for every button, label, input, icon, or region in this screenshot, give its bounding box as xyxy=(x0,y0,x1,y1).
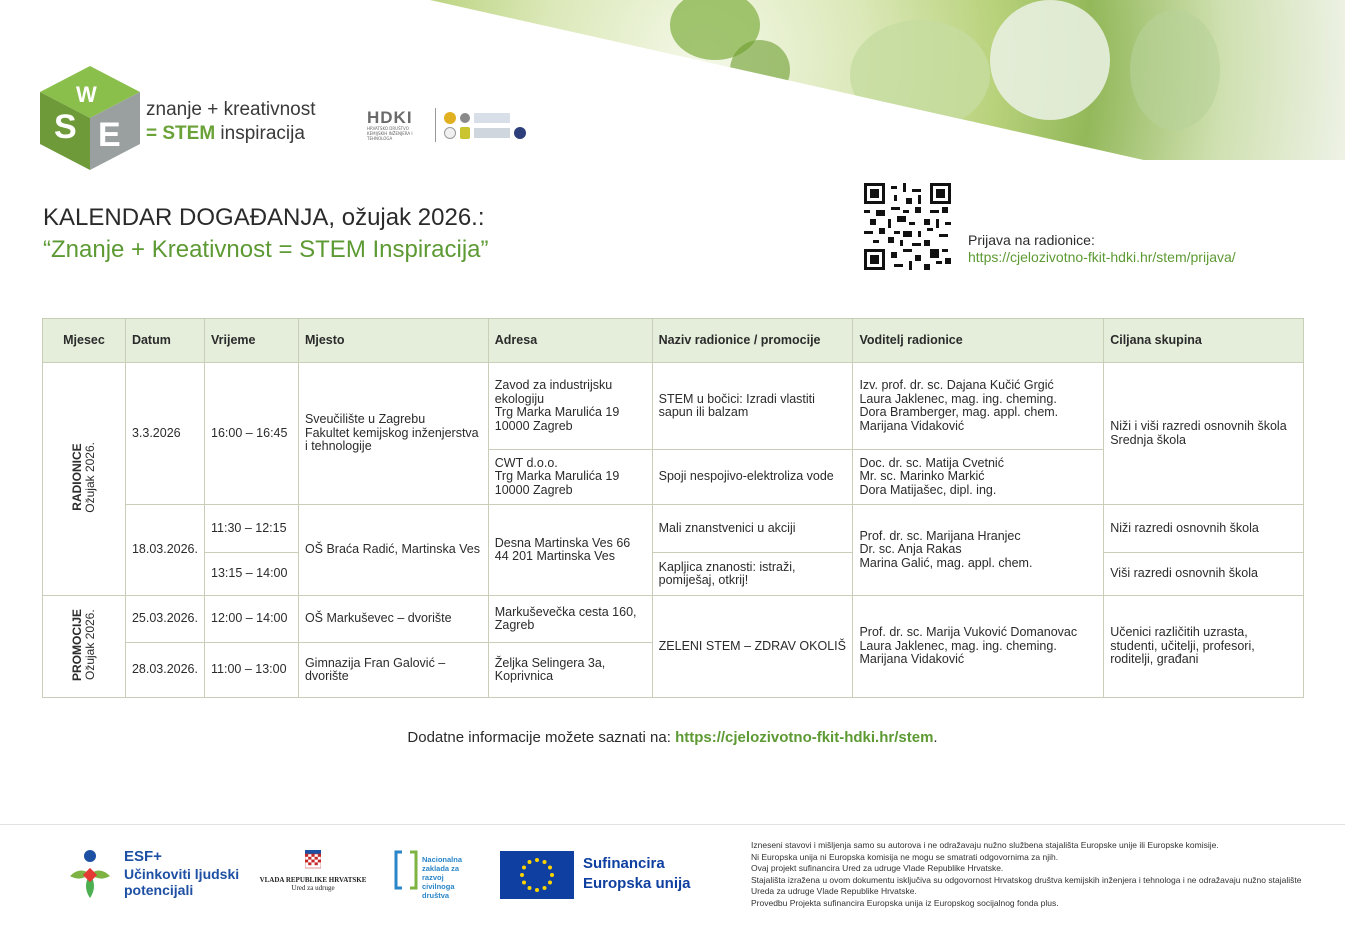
eu-flag-icon xyxy=(500,851,574,899)
partner-logo-icon xyxy=(514,127,526,139)
col-header-target-group: Ciljana skupina xyxy=(1104,319,1304,363)
croatian-coat-of-arms-icon xyxy=(305,850,321,870)
disclaimer-line: Ni Europska unija ni Europska komisija ne mogu se smatrati odgovornima za njih. xyxy=(751,851,1059,862)
cell-address xyxy=(488,363,652,450)
logo-line2-rest: inspiracija xyxy=(215,123,305,144)
nzrcd-text: Nacionalna zaklada za razvoj civilnoga društva xyxy=(422,855,463,900)
svg-text:W: W xyxy=(76,82,97,107)
cell-leader-text: Prof. dr. sc. Marija Vuković Domanovac Laura Jaklenec, mag. ing. cheming. Marijana Vidaković xyxy=(859,625,1078,667)
col-header-place: Mjesto xyxy=(298,319,488,363)
stem-logo xyxy=(40,66,140,170)
table-row xyxy=(43,505,1304,553)
cell-time: 12:00 – 14:00 xyxy=(205,596,299,643)
col-header-leader: Voditelj radionice xyxy=(853,319,1104,363)
cell-place-text: Sveučilište u Zagrebu Fakultet kemijskog inženjerstva i tehnologije xyxy=(304,412,479,454)
cell-place: OŠ Braća Radić, Martinska Ves xyxy=(298,505,488,596)
col-header-month: Mjesec xyxy=(43,319,126,363)
cell-target-text: Niži i viši razredi osnovnih škola Srednja škola xyxy=(1110,419,1287,447)
cell-leader-text: Doc. dr. sc. Matija Cvetnić Mr. sc. Marinko Markić Dora Matijašec, dipl. ing. xyxy=(859,455,1004,497)
cell-time: 11:00 – 13:00 xyxy=(205,643,299,698)
page-subtitle: “Znanje + Kreativnost = STEM Inspiracija” xyxy=(43,236,489,263)
group-cell-radionice xyxy=(43,363,126,596)
hdki-mark: HDKI xyxy=(367,108,413,127)
page-title: KALENDAR DOGAĐANJA, ožujak 2026.: xyxy=(43,204,485,231)
disclaimer xyxy=(751,840,1311,909)
esf-title: ESF+ xyxy=(124,848,162,865)
cell-address: Markuševečka cesta 160, Zagreb xyxy=(488,596,652,643)
divider xyxy=(435,108,436,142)
partner-logo-icon xyxy=(474,113,510,123)
disclaimer-line: Ovaj projekt sufinancira Ured za udruge Vlade Republike Hrvatske. xyxy=(751,863,1004,873)
cell-workshop-name: STEM u bočici: Izradi vlastiti sapun ili balzam xyxy=(652,363,853,450)
cell-workshop-name: Spoji nespojivo-elektroliza vode xyxy=(652,450,853,505)
cell-leader xyxy=(853,450,1104,505)
cell-date: 18.03.2026. xyxy=(125,505,204,596)
group-label: PROMOCIJE xyxy=(69,608,84,681)
hdki-logo xyxy=(367,109,427,141)
vlada-logo xyxy=(258,850,368,892)
table-row xyxy=(43,363,1304,450)
col-header-time: Vrijeme xyxy=(205,319,299,363)
cell-time: 16:00 – 16:45 xyxy=(205,363,299,505)
col-header-workshop-name: Naziv radionice / promocije xyxy=(652,319,853,363)
eu-cofinanced-text: Sufinancira Europska unija xyxy=(583,855,691,892)
cell-target: Učenici različitih uzrasta, studenti, učitelji, profesori, roditelji, građani xyxy=(1104,596,1304,698)
cell-target xyxy=(1104,363,1304,505)
col-header-address: Adresa xyxy=(488,319,652,363)
events-table xyxy=(42,318,1304,698)
more-info-end: . xyxy=(933,729,938,746)
table-row xyxy=(43,596,1304,643)
table-header-row xyxy=(43,319,1304,363)
group-label: RADIONICE xyxy=(69,443,84,511)
partner-logo-icon xyxy=(460,113,470,123)
cell-time: 11:30 – 12:15 xyxy=(205,505,299,553)
registration-link[interactable]: https://cjelozivotno-fkit-hdki.hr/stem/prijava/ xyxy=(968,249,1236,265)
partner-logos xyxy=(367,104,526,146)
cell-date: 3.3.2026 xyxy=(125,363,204,505)
cell-leader-text: Prof. dr. sc. Marijana Hranjec Dr. sc. Anja Rakas Marina Galić, mag. appl. chem. xyxy=(859,528,1033,570)
disclaimer-line: Izneseni stavovi i mišljenja samo su autorova i ne odražavaju nužno službena stajališta Europske unije ili Europske komisije. xyxy=(751,840,1219,850)
vlada-subtitle: Ured za udruge xyxy=(291,884,335,892)
esf-subtitle: Učinkoviti ljudski potencijali xyxy=(124,866,240,898)
cell-target: Viši razredi osnovnih škola xyxy=(1104,553,1304,596)
disclaimer-line: Provedbu Projekta sufinancira Europska unija iz Europskog socijalnog fonda plus. xyxy=(751,897,1059,908)
hdki-subtitle: HRVATSKO DRUŠTVO KEMIJSKIH INŽENJERA I TEHNOLOGA xyxy=(367,126,413,141)
cell-leader xyxy=(853,505,1104,596)
cell-leader xyxy=(853,596,1104,698)
cell-address xyxy=(488,450,652,505)
partner-logo-icon xyxy=(460,127,470,139)
col-header-date: Datum xyxy=(125,319,204,363)
cell-address-text: Desna Martinska Ves 66 44 201 Martinska Ves xyxy=(494,535,631,563)
cell-target: Niži razredi osnovnih škola xyxy=(1104,505,1304,553)
disclaimer-line: Stajališta izražena u ovom dokumentu isključiva su odgovornost Hrvatskog društva kemijskih inženjera i tehnologa i ne odražavaju nužno stajalište Ureda za udruge Vlade Republike Hrvatske. xyxy=(751,874,1302,896)
partner-logo-icon xyxy=(474,128,510,138)
cell-date: 28.03.2026. xyxy=(125,643,204,698)
registration-label: Prijava na radionice: xyxy=(968,232,1095,248)
logo-text xyxy=(146,98,316,146)
group-cell-promocije xyxy=(43,596,126,698)
cell-place: OŠ Markuševec – dvorište xyxy=(298,596,488,643)
more-info-text: Dodatne informacije možete saznati na: xyxy=(407,729,676,746)
cell-address xyxy=(488,643,652,698)
cell-place: Gimnazija Fran Galović – dvorište xyxy=(298,643,488,698)
cell-address-text: Željka Selingera 3a, Koprivnica xyxy=(494,655,606,683)
logo-line2-accent: = STEM xyxy=(146,123,216,144)
svg-text:S: S xyxy=(54,108,77,146)
more-info-line xyxy=(0,729,1345,746)
logo-line1: znanje + kreativnost xyxy=(146,99,316,120)
footer-divider xyxy=(0,824,1345,825)
more-info-link[interactable]: https://cjelozivotno-fkit-hdki.hr/stem xyxy=(675,729,934,746)
cell-time: 13:15 – 14:00 xyxy=(205,553,299,596)
cell-workshop-name: Kapljica znanosti: istraži, pomiješaj, otkrij! xyxy=(652,553,853,596)
esf-plus-logo-icon xyxy=(66,848,118,900)
group-sublabel: Ožujak 2026. xyxy=(82,441,97,513)
partner-logo-icon xyxy=(444,112,456,124)
header-decorative-image xyxy=(430,0,1345,160)
cell-address-text: Zavod za industrijsku ekologiju Trg Marka Marulića 19 10000 Zagreb xyxy=(494,378,620,433)
group-sublabel: Ožujak 2026. xyxy=(82,609,97,681)
cell-workshop-name: ZELENI STEM – ZDRAV OKOLIŠ xyxy=(652,596,853,698)
cell-leader-text: Izv. prof. dr. sc. Dajana Kučić Grgić Laura Jaklenec, mag. ing. cheming. Dora Bramberger, mag. appl. chem. Marijana Vidaković xyxy=(859,378,1059,433)
cell-address xyxy=(488,505,652,596)
cell-workshop-name: Mali znanstvenici u akciji xyxy=(652,505,853,553)
qr-code xyxy=(864,183,951,270)
cell-leader xyxy=(853,363,1104,450)
svg-text:E: E xyxy=(98,116,121,154)
cell-address-text: CWT d.o.o. Trg Marka Marulića 19 10000 Zagreb xyxy=(494,455,620,497)
partner-logo-icon xyxy=(444,127,456,139)
nzrcd-bracket-icon xyxy=(394,850,418,890)
table-row xyxy=(43,553,1304,596)
vlada-title: VLADA REPUBLIKE HRVATSKE xyxy=(259,876,367,884)
cell-place xyxy=(298,363,488,505)
small-partner-logos xyxy=(444,112,526,139)
cell-date: 25.03.2026. xyxy=(125,596,204,643)
